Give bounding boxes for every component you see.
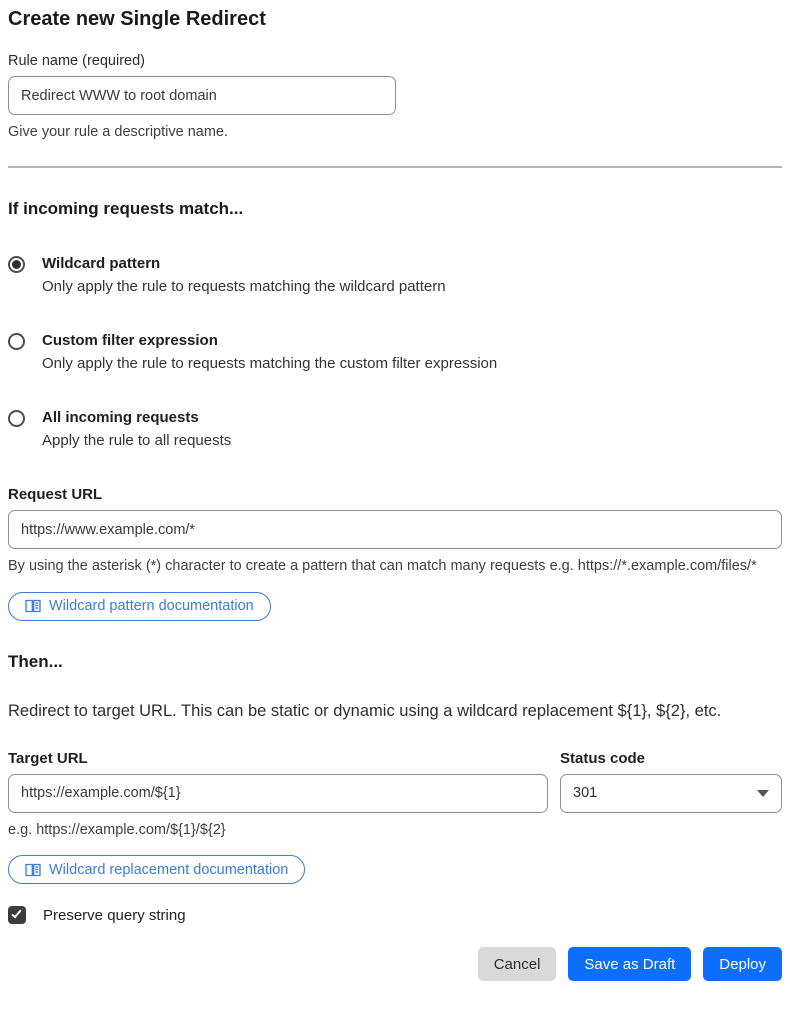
action-bar (8, 947, 782, 989)
preserve-query-row[interactable] (8, 906, 782, 924)
then-description: Redirect to target URL. This can be static or dynamic using a wildcard replacement ${1}, ${2}, etc. (8, 701, 722, 720)
match-options-group (8, 255, 782, 449)
rule-name-label: Rule name (required) (8, 53, 146, 69)
book-icon (25, 599, 41, 613)
target-url-label: Target URL (8, 749, 88, 767)
status-code-field (560, 750, 782, 841)
target-row (8, 750, 782, 841)
cancel-button[interactable]: Cancel (478, 947, 557, 981)
deploy-button[interactable]: Deploy (703, 947, 782, 981)
book-icon (25, 863, 41, 877)
request-url-input[interactable] (8, 510, 782, 549)
caret-down-icon (757, 790, 769, 797)
request-url-helper: By using the asterisk (*) character to create a pattern that can match many requests e.g. https://*.example.com/files/* (8, 558, 757, 575)
radio-option-custom-filter[interactable] (8, 332, 782, 372)
status-code-select[interactable] (560, 774, 782, 813)
section-divider (8, 166, 782, 168)
doc-button-label: Wildcard replacement documentation (49, 861, 289, 878)
target-url-field (8, 750, 548, 841)
option-label: Custom filter expression (42, 332, 218, 350)
option-text (42, 332, 497, 372)
option-text (42, 409, 231, 449)
option-description: Only apply the rule to requests matching the custom filter expression (42, 355, 498, 373)
option-label: All incoming requests (42, 409, 199, 427)
option-description: Apply the rule to all requests (42, 432, 232, 450)
save-as-draft-button[interactable]: Save as Draft (568, 947, 691, 981)
match-section-heading: If incoming requests match... (8, 199, 244, 219)
rule-name-helper: Give your rule a descriptive name. (8, 124, 229, 140)
target-url-helper: e.g. https://example.com/${1}/${2} (8, 821, 226, 838)
target-url-input[interactable] (8, 774, 548, 813)
radio-custom-filter-icon[interactable] (8, 333, 25, 350)
wildcard-pattern-doc-button[interactable] (8, 592, 271, 621)
check-icon (11, 908, 21, 919)
rule-name-input[interactable] (8, 76, 396, 115)
option-label: Wildcard pattern (42, 255, 161, 273)
status-code-label: Status code (560, 749, 646, 767)
preserve-query-label: Preserve query string (43, 906, 186, 924)
radio-all-requests-icon[interactable] (8, 410, 25, 427)
radio-option-all-requests[interactable] (8, 409, 782, 449)
radio-wildcard-pattern-icon[interactable] (8, 256, 25, 273)
doc-button-label: Wildcard pattern documentation (49, 598, 254, 615)
option-description: Only apply the rule to requests matching the wildcard pattern (42, 278, 446, 296)
request-url-field (8, 486, 782, 620)
then-section-heading: Then... (8, 651, 63, 671)
rule-name-field (8, 53, 782, 143)
page-title: Create new Single Redirect (8, 8, 266, 30)
preserve-query-checkbox[interactable] (8, 906, 26, 924)
option-text (42, 255, 446, 295)
request-url-label: Request URL (8, 486, 103, 504)
radio-option-wildcard-pattern[interactable] (8, 255, 782, 295)
status-code-value: 301 (573, 785, 598, 802)
wildcard-replacement-doc-button[interactable] (8, 855, 305, 884)
